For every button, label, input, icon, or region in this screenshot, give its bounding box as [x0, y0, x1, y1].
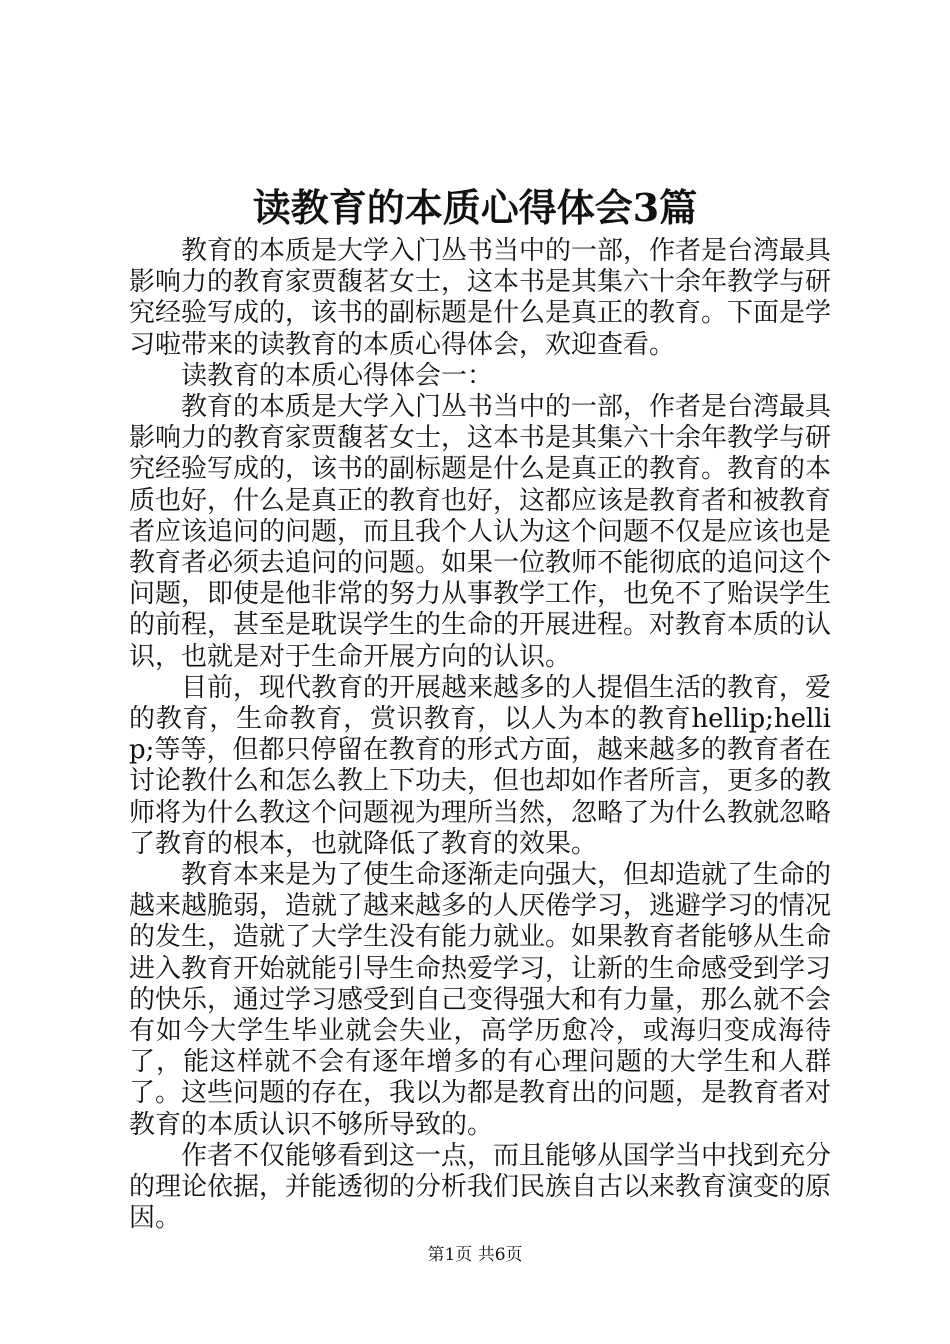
document-body — [129, 236, 831, 1235]
paragraph: 目前，现代教育的开展越来越多的人提倡生活的教育，爱的教育，生命教育，赏识教育，以人为本的教育hellip;hellip;等等，但都只停留在教育的形式方面，越来越多的教育者在讨论教什么和怎么教上下功夫，但也却如作者所言，更多的教师将为什么教这个问题视为理所当然，忽略了为什么教就忽略了教育的根本，也就降低了教育的效果。 — [129, 672, 832, 859]
paragraph: 作者不仅能够看到这一点，而且能够从国学当中找到充分的理论依据，并能透彻的分析我们民族自古以来教育演变的原因。 — [129, 1140, 832, 1234]
paragraph-intro: 教育的本质是大学入门丛书当中的一部，作者是台湾最具影响力的教育家贾馥茗女士，这本书是其集六十余年教学与研究经验写成的，该书的副标题是什么是真正的教育。下面是学习啦带来的读教育的本质心得体会，欢迎查看。 — [129, 236, 832, 360]
page-footer: 第1页 共6页 — [427, 1245, 523, 1265]
paragraph: 教育本来是为了使生命逐渐走向强大，但却造就了生命的越来越脆弱，造就了越来越多的人厌倦学习，逃避学习的情况的发生，造就了大学生没有能力就业。如果教育者能够从生命进入教育开始就能引导生命热爱学习，让新的生命感受到学习的快乐，通过学习感受到自己变得强大和有力量，那么就不会有如今大学生毕业就会失业，高学历愈冷，或海归变成海待了，能这样就不会有逐年增多的有心理问题的大学生和人群了。这些问题的存在，我以为都是教育出的问题，是教育者对教育的本质认识不够所导致的。 — [129, 860, 832, 1140]
document-title: 读教育的本质心得体会3篇 — [252, 185, 698, 230]
paragraph: 教育的本质是大学入门丛书当中的一部，作者是台湾最具影响力的教育家贾馥茗女士，这本书是其集六十余年教学与研究经验写成的，该书的副标题是什么是真正的教育。教育的本质也好，什么是真正的教育也好，这都应该是教育者和被教育者应该追问的问题，而且我个人认为这个问题不仅是应该也是教育者必须去追问的问题。如果一位教师不能彻底的追问这个问题，即使是他非常的努力从事教学工作，也免不了贻误学生的前程，甚至是耽误学生的生命的开展进程。对教育本质的认识，也就是对于生命开展方向的认识。 — [129, 392, 832, 672]
section-heading: 读教育的本质心得体会一： — [181, 360, 494, 391]
